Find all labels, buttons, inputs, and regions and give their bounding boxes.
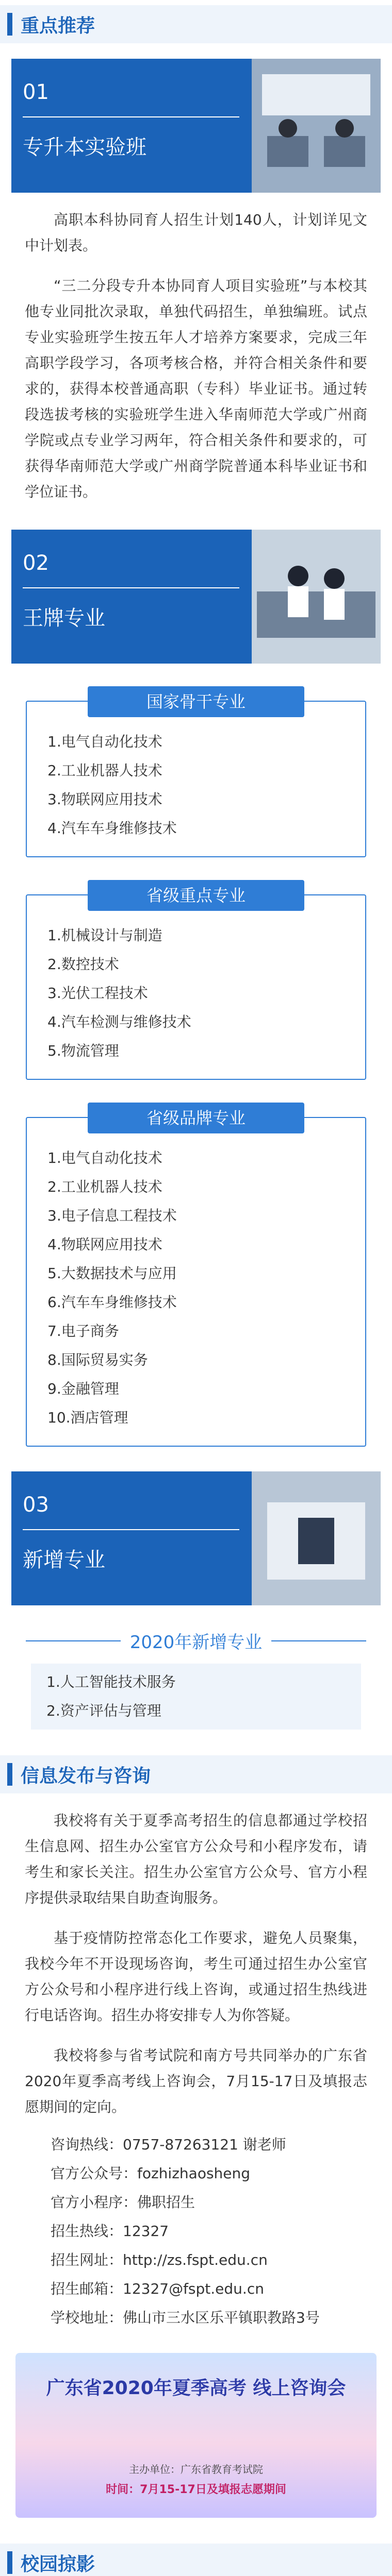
section-bar (7, 2551, 12, 2574)
contact-list (0, 2130, 392, 2332)
section-bar (7, 1763, 12, 1786)
card-number: 01 (23, 80, 49, 104)
contact-hotline: 咨询热线：0757-87263121 谢老师 (51, 2136, 286, 2153)
list-item: 3.光伏工程技术 (47, 985, 148, 1002)
list-item: 1.机械设计与制造 (47, 927, 162, 944)
upgrade-para-1: 高职本科协同育人招生计划140人，计划详见文中计划表。 (25, 211, 367, 254)
box-head: 省级品牌专业 (88, 1103, 304, 1133)
list-item: 1.电气自动化技术 (47, 1149, 162, 1166)
card-upgrade-class (11, 59, 381, 193)
upgrade-para-2: “三二分段专升本协同育人项目实验班”与本校其他专业同批次录取，单独代码招生，单独编班。试点专业实验班学生按五年人才培养方案要求，完成三年高职学段学习，各项考核合格，并符合相关条件和要求的，获得本校普通高职（专科）毕业证书。通过转段选拔考核的实验班学生进入华南师范大学或广州商学院或点专业学习两年，符合相关条件和要求的，可获得华南师范大学或广州商学院普通本科毕业证书和学位证书。 (25, 277, 367, 500)
new-majors-list (31, 1664, 361, 1730)
list-item: 3.电子信息工程技术 (47, 1207, 177, 1224)
box-national-majors (26, 692, 366, 857)
card-number: 02 (23, 551, 49, 575)
list-item: 4.物联网应用技术 (47, 1236, 162, 1253)
section-recommend (0, 5, 392, 43)
list-item: 4.汽车车身维修技术 (47, 820, 177, 837)
list-item: 5.大数据技术与应用 (47, 1265, 177, 1282)
list-item: 7.电子商务 (47, 1323, 119, 1340)
box-provincial-majors (26, 886, 366, 1080)
box-items (27, 717, 365, 843)
contact-admission-hotline: 招生热线：12327 (51, 2223, 169, 2240)
list-item: 5.物流管理 (47, 1042, 119, 1059)
box-brand-majors (26, 1108, 366, 1447)
contact-website[interactable]: 招生网址：http://zs.fspt.edu.cn (51, 2251, 268, 2268)
card-divider (23, 116, 239, 117)
section-title-text: 信息发布与咨询 (21, 1765, 151, 1787)
section-title-text: 重点推荐 (21, 15, 95, 37)
list-item: 9.金融管理 (47, 1380, 119, 1397)
list-item: 2.工业机器人技术 (47, 762, 162, 779)
list-item: 6.汽车车身维修技术 (47, 1294, 177, 1311)
list-item: 2.数控技术 (47, 956, 119, 973)
card-number: 03 (23, 1493, 49, 1517)
card-left (11, 59, 252, 193)
list-item: 1.电气自动化技术 (47, 733, 162, 750)
card-divider (23, 1529, 239, 1530)
card-left (11, 1471, 252, 1605)
online-consult-poster[interactable] (15, 2353, 377, 2518)
list-item: 8.国际贸易实务 (47, 1351, 148, 1368)
box-items (27, 1133, 365, 1432)
poster-sub: 主办单位：广东省教育考试院 (129, 2463, 263, 2476)
section-photos (0, 2544, 392, 2576)
head-line (271, 1640, 366, 1641)
news-para-3: 我校将参与省考试院和南方号共同举办的广东省2020年夏季高考线上咨询会，7月15-17日及填报志愿期间的定向。 (25, 2047, 367, 2115)
list-item: 4.汽车检测与维修技术 (47, 1013, 191, 1030)
card-name: 新增专业 (23, 1548, 105, 1572)
box-head: 国家骨干专业 (88, 686, 304, 717)
card-left (11, 530, 252, 664)
contact-email[interactable]: 招生邮箱：12327@fspt.edu.cn (51, 2280, 264, 2297)
list-item: 1.人工智能技术服务 (46, 1673, 176, 1690)
box-head: 省级重点专业 (88, 880, 304, 911)
classroom-photo (252, 59, 381, 193)
news-para-1: 我校将有关于夏季高考招生的信息都通过学校招生信息网、招生办公室官方公众号和小程序发布，请考生和家长关注。招生办公室官方公众号、官方小程序提供录取结果自助查询服务。 (25, 1812, 367, 1906)
year-title: 2020年新增专业 (129, 1632, 263, 1653)
section-bar (7, 13, 12, 36)
list-item: 2.资产评估与管理 (46, 1702, 161, 1719)
card-name: 王牌专业 (23, 606, 105, 630)
poster-time: 时间：7月15-17日及填报志愿期间 (106, 2483, 286, 2496)
head-line (26, 1640, 121, 1641)
workshop-photo (252, 530, 381, 664)
news-para-2: 基于疫情防控常态化工作要求，避免人员聚集，我校今年不开设现场咨询，考生可通过招生办公室官方公众号和小程序进行线上咨询，或通过招生热线进行电话咨询。招生办将安排专人为你答疑。 (25, 1929, 367, 2024)
section-title-text: 校园掠影 (21, 2553, 95, 2575)
contact-address: 学校地址：佛山市三水区乐平镇职教路3号 (51, 2309, 320, 2326)
poster-title: 广东省2020年夏季高考 线上咨询会 (46, 2378, 346, 2399)
section-news (0, 1755, 392, 1793)
card-key-majors (11, 530, 381, 664)
list-item: 10.酒店管理 (47, 1409, 128, 1426)
list-item: 2.工业机器人技术 (47, 1178, 162, 1195)
robotics-photo (252, 1471, 381, 1605)
list-item: 3.物联网应用技术 (47, 791, 162, 808)
card-new-majors (11, 1471, 381, 1605)
box-items (27, 911, 365, 1065)
card-name: 专升本实验班 (23, 135, 146, 159)
card-divider (23, 587, 239, 588)
contact-miniapp: 官方小程序：佛职招生 (51, 2194, 195, 2211)
contact-wechat: 官方公众号：fozhizhaosheng (51, 2165, 251, 2182)
new-majors-year-head (26, 1628, 366, 1653)
